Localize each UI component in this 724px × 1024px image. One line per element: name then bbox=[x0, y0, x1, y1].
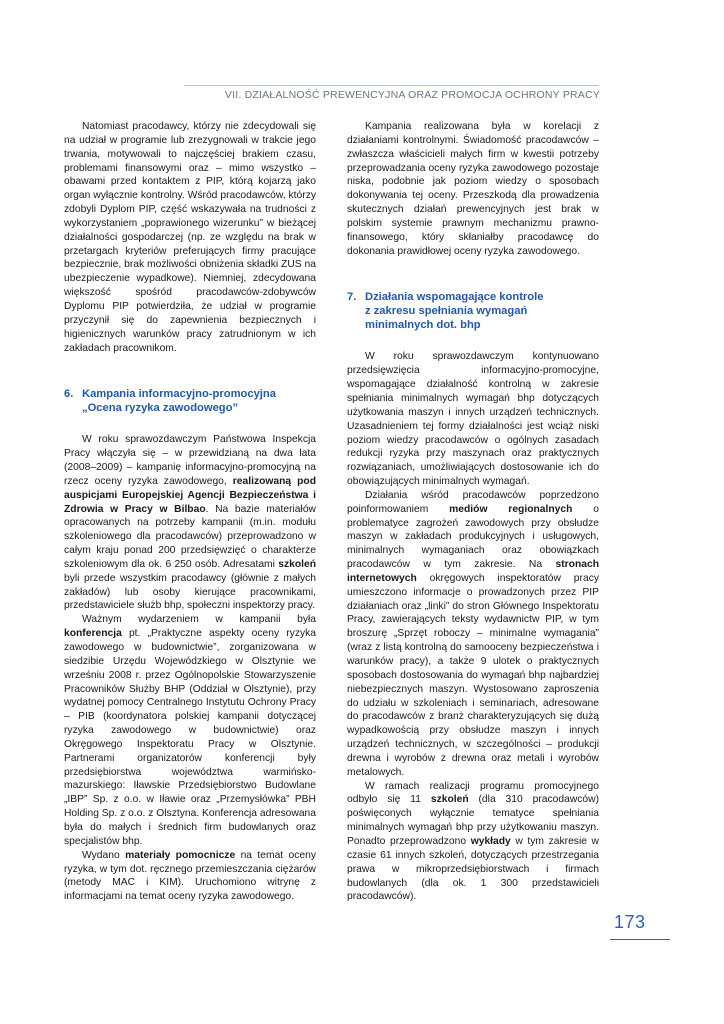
paragraph: Ważnym wydarzeniem w kampanii była konferencja pt. „Praktyczne aspekty oceny ryzyka zawodowego w budownictwie”, zorganizowana w siedzibie Urzędu Wojewódzkiego w Olsztynie we wrześniu 2008 r. przez Ogólnopolskie Stowarzyszenie Pracowników Służby BHP (Oddział w Olsztynie), przy wydatnej pomocy Centralnego Instytutu Ochrony Pracy – PIB (koordynatora polskiej kampanii dotyczącej ryzyka zawodowego w budownictwie) oraz Okręgowego Inspektoratu Pracy w Olsztynie. Partnerami organizatorów konferencji były przedsiębiorstwa województwa warmińsko-mazurskiego: Iławskie Przedsiębiorstwo Budowlane „IBP” Sp. z o.o. w Iławie oraz „Przemysłówka” PBH Holding Sp. z o.o. z Olsztyna. Konferencja adresowana była do małych i średnich firm budowlanych oraz specjalistów bhp. bbox=[64, 614, 316, 847]
section-title-line: Działania wspomagające kontrole bbox=[365, 291, 544, 304]
section-title-line: Kampania informacyjno-promocyjna bbox=[82, 388, 276, 401]
section-number: 7. bbox=[347, 291, 357, 304]
paragraph: W roku sprawozdawczym kontynuowano przedsięwzięcia informacyjno-promocyjne, wspomagające działalność kontrolną w zakresie spełniania minimalnych wymagań bhp dotyczących użytkowania maszyn i innych urządzeń technicznych. Uzasadnieniem tej formy działalności jest wciąż niski poziom wiedzy pracodawców o ogólnych zasadach redukcji ryzyka przy maszynach oraz praktycznych rozwiązaniach, umożliwiających dostosowanie ich do obowiązujących minimalnych wymagań. bbox=[347, 351, 599, 488]
section-title-line: minimalnych dot. bhp bbox=[365, 319, 481, 332]
paragraph: Działania wśród pracodawców poprzedzono poinformowaniem mediów regionalnych o problematyce zagrożeń zawodowych przy obsłudze maszyn w zakładach produkcyjnych i usługowych, minimalnych wymaganiach oraz obowiązkach pracodawców w tym zakresie. Na stronach internetowych okręgowych inspektoratów pracy umieszczono informacje o prowadzonych przez PIP działaniach oraz „linki” do stron Głównego Inspektoratu Pracy, zawierających teksty wydawnictw PIP, w tym broszurę „Sprzęt roboczy – minimalne wymagania” (wraz z listą kontrolną do samooceny bezpieczeństwa i warunków pracy), a także 9 ulotek o praktycznych sposobach dostosowania do wymagań bhp najbardziej niebezpiecznych maszyn. Wystosowano zaproszenia do udziału w szkoleniach i seminariach, adresowane do pracodawców z branż charakteryzujących się dużą wypadkowością przy obsłudze maszyn i innych urządzeń technicznych, w szczególności – produkcji drewna i wyrobów z drewna oraz metali i wyrobów metalowych. bbox=[347, 489, 599, 778]
paragraph: Wydano materiały pomocnicze na temat oceny ryzyka, w tym dot. ręcznego przemieszczania ciężarów (metody MAC i KIM). Uruchomiono witrynę z informacjami na temat oceny ryzyka zawodowego. bbox=[64, 849, 317, 903]
right-column bbox=[347, 120, 599, 904]
header-rule bbox=[184, 85, 599, 86]
running-header: VII. DZIAŁALNOŚĆ PREWENCYJNA ORAZ PROMOCJA OCHRONY PRACY bbox=[224, 89, 600, 101]
page-number: 173 bbox=[614, 912, 646, 932]
section-number: 6. bbox=[64, 388, 74, 401]
section-7-heading bbox=[347, 290, 599, 332]
section-6-heading bbox=[64, 387, 316, 415]
paragraph: W ramach realizacji programu promocyjnego odbyło się 11 szkoleń (dla 310 pracodawców) poświęconych wyłącznie tematyce spełniania minimalnych wymagań bhp przy użytkowaniu maszyn. Ponadto przeprowadzono wykłady w tym zakresie w czasie 61 innych szkoleń, dotyczących przestrzegania prawa w mikroprzedsiębiorstwach i firmach budowlanych (dla ok. 1 300 przedstawicieli pracodawców). bbox=[347, 780, 599, 903]
left-column bbox=[64, 120, 316, 904]
paragraph: W roku sprawozdawczym Państwowa Inspekcja Pracy włączyła się – w przewidzianą na dwa lata (2008–2009) – kampanię informacyjno-promocyjną na rzecz oceny ryzyka zawodowego, realizowaną pod auspicjami Europejskiej Agencji Bezpieczeństwa i Zdrowia w Pracy w Bilbao. Na bazie materiałów opracowanych na potrzeby kampanii (m.in. modułu szkoleniowego dla pracodawców) przeprowadzono w całym kraju ponad 200 przedsięwzięć o charakterze szkoleniowym dla ok. 6 250 osób. Adresatami szkoleń byli przede wszystkim pracodawcy (głównie z małych zakładów) lub osoby kierujące pracownikami, przedstawiciele służb bhp, społeczni inspektorzy pracy. bbox=[64, 434, 316, 612]
page-number-rule bbox=[610, 939, 670, 940]
section-title-line: z zakresu spełniania wymagań bbox=[365, 305, 528, 318]
section-title-line: „Ocena ryzyka zawodowego” bbox=[82, 402, 239, 415]
paragraph: Kampania realizowana była w korelacji z działaniami kontrolnymi. Świadomość pracodawców – zwłaszcza właścicieli małych firm w kwestii potrzeby przeprowadzania oceny ryzyka zawodowego pozostaje niska, podobnie jak poziom wiedzy o sposobach dokonywania tej oceny. Przeszkodą dla prowadzenia skutecznych działań prewencyjnych jest brak w polskim systemie prawnym mechanizmu prawno-finansowego, który skłaniałby pracodawcę do dokonania prawidłowej oceny ryzyka zawodowego. bbox=[347, 121, 599, 257]
paragraph: Natomiast pracodawcy, którzy nie zdecydowali się na udział w programie lub zrezygnowali w trakcie jego trwania, motywowali to najczęściej brakiem czasu, problemami finansowymi oraz – mimo wszystko – obawami przed kontaktem z PIP, którą kojarzą jako organ wyłącznie kontrolny. Wśród pracodawców, którzy zdobyli Dyplom PIP, część wskazywała na trudności z wykorzystaniem „poprawionego wizerunku” w bieżącej działalności gospodarczej (np. ze względu na brak w przetargach kryteriów preferujących firmy pracujące bezpiecznie, brak możliwości obniżenia składki ZUS na ubezpieczenie wypadkowe). Niemniej, zdecydowana większość spośród pracodawców-zdobywców Dyplomu PIP potwierdziła, że udział w programie przyczynił się do zapewnienia bezpiecznych i higienicznych warunków pracy zatrudnionym w ich zakładach pracownikom. bbox=[64, 121, 316, 354]
